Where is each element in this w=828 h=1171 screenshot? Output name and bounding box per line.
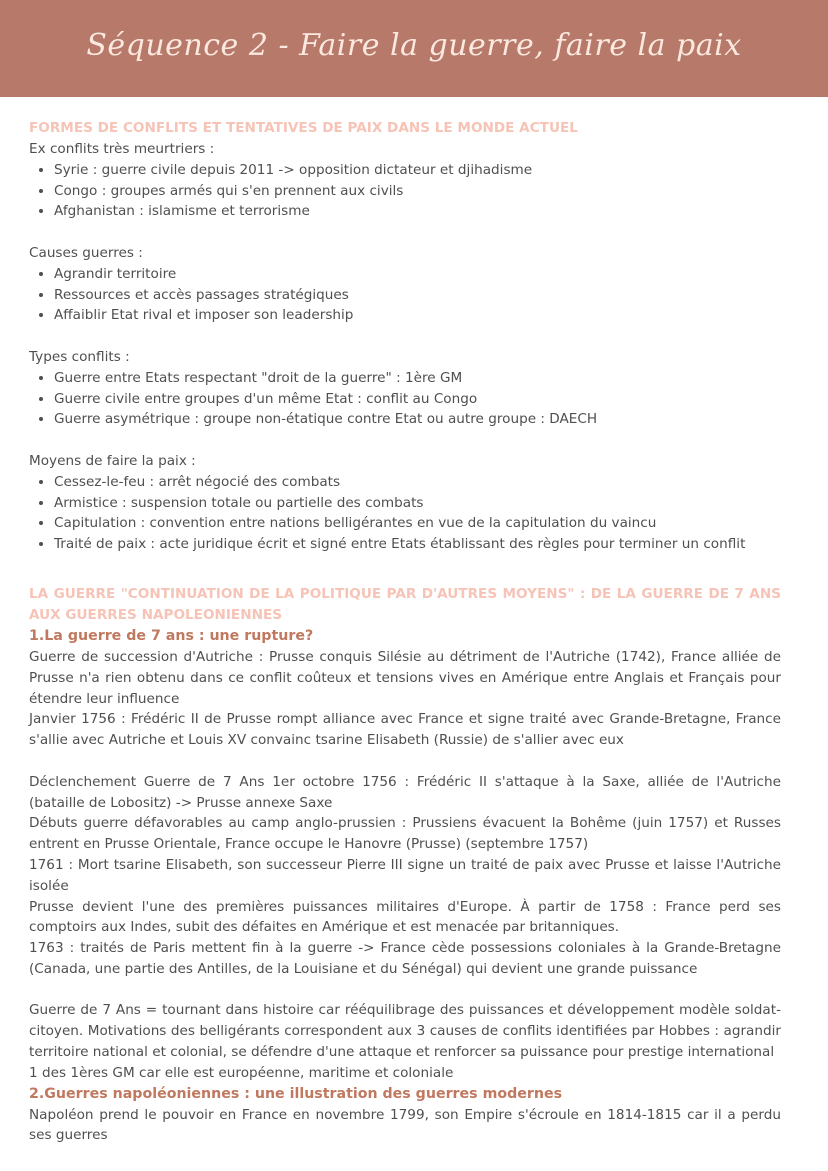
- bullet-list: [29, 160, 781, 222]
- subsection-heading: 2.Guerres napoléoniennes : une illustration des guerres modernes: [29, 1085, 563, 1102]
- page-title: Séquence 2 - Faire la guerre, faire la paix: [86, 28, 742, 63]
- bullet-list: [29, 264, 781, 326]
- paragraph: 1763 : traités de Paris mettent fin à la guerre -> France cède possessions coloniales à la Grande-Bretagne (Canada, une partie des Antilles, de la Louisiane et du Sénégal) qui devient une grande puissance: [29, 940, 781, 977]
- list-item: • Cessez-le-feu : arrêt négocié des combats: [54, 472, 781, 493]
- section-heading: FORMES DE CONFLITS ET TENTATIVES DE PAIX DANS LE MONDE ACTUEL: [29, 120, 578, 136]
- paragraph: Janvier 1756 : Frédéric II de Prusse rompt alliance avec France et signe traité avec Grande-Bretagne, France s'allie avec Autriche et Louis XV convainc tsarine Elisabeth (Russie) de s'allier avec eux: [29, 711, 781, 749]
- paragraph: 1761 : Mort tsarine Elisabeth, son successeur Pierre III signe un traité de paix avec Prusse et laisse l'Autriche isolée: [29, 856, 781, 894]
- paragraph: Guerre de succession d'Autriche : Prusse conquis Silésie au détriment de l'Autriche (1742), France alliée de Prusse n'a rien obtenu dans ce conflit coûteux et tensions vives en Amérique entre Anglais et Français pour étendre leur influence: [29, 648, 781, 707]
- paragraph: Napoléon prend le pouvoir en France en novembre 1799, son Empire s'écroule en 1814-1815 car il a perdu ses guerres: [29, 1106, 781, 1144]
- group-label: Types conflits :: [29, 348, 130, 365]
- list-item: • Guerre entre Etats respectant "droit de la guerre" : 1ère GM: [54, 368, 781, 389]
- list-item: • Armistice : suspension totale ou partielle des combats: [54, 493, 781, 514]
- bullet-list: [29, 472, 781, 555]
- list-item: • Affaiblir Etat rival et imposer son leadership: [54, 305, 781, 326]
- paragraph: Déclenchement Guerre de 7 Ans 1er octobre 1756 : Frédéric II s'attaque à la Saxe, alliée de l'Autriche (bataille de Lobositz) -> Prusse annexe Saxe: [29, 773, 781, 811]
- group-label: Moyens de faire la paix :: [29, 452, 196, 469]
- title-banner: [0, 0, 828, 97]
- paragraph: 1 des 1ères GM car elle est européenne, maritime et coloniale: [29, 1064, 454, 1081]
- section-heading: LA GUERRE "CONTINUATION DE LA POLITIQUE PAR D'AUTRES MOYENS" : DE LA GUERRE DE 7 ANS AUX GUERRES NAPOLEONIENNES: [29, 585, 781, 623]
- subsection-heading: 1.La guerre de 7 ans : une rupture?: [29, 627, 314, 644]
- bullet-list: [29, 368, 781, 430]
- paragraph: Prusse devient l'une des premières puissances militaires d'Europe. À partir de 1758 : France perd ses comptoirs aux Indes, subit des défaites en Amérique et est menacée par britanniques.: [29, 898, 781, 936]
- paragraph: Débuts guerre défavorables au camp anglo-prussien : Prussiens évacuent la Bohême (juin 1757) et Russes entrent en Prusse Orientale, France occupe le Hanovre (Prusse) (septembre 1757): [29, 815, 781, 853]
- group-label: Ex conflits très meurtriers :: [29, 141, 215, 157]
- list-item: • Afghanistan : islamisme et terrorisme: [54, 201, 781, 222]
- group-label: Causes guerres :: [29, 244, 143, 261]
- list-item: • Capitulation : convention entre nations belligérantes en vue de la capitulation du vaincu: [54, 513, 781, 534]
- list-item: • Ressources et accès passages stratégiques: [54, 285, 781, 306]
- paragraph: Guerre de 7 Ans = tournant dans histoire car rééquilibrage des puissances et développement modèle soldat-citoyen. Motivations des belligérants correspondent aux 3 causes de conflits identifiées par Hobbes : agrandir territoire national et colonial, se défendre d'une attaque et renforcer sa puissance pour prestige international: [29, 1002, 781, 1061]
- list-item: • Congo : groupes armés qui s'en prennent aux civils: [54, 181, 781, 202]
- document-body: [29, 118, 781, 1146]
- list-item: • Syrie : guerre civile depuis 2011 -> opposition dictateur et djihadisme: [54, 160, 781, 181]
- list-item: • Agrandir territoire: [54, 264, 781, 285]
- list-item: • Traité de paix : acte juridique écrit et signé entre Etats établissant des règles pour terminer un conflit: [54, 534, 781, 555]
- list-item: • Guerre asymétrique : groupe non-étatique contre Etat ou autre groupe : DAECH: [54, 409, 781, 430]
- list-item: • Guerre civile entre groupes d'un même Etat : conflit au Congo: [54, 389, 781, 410]
